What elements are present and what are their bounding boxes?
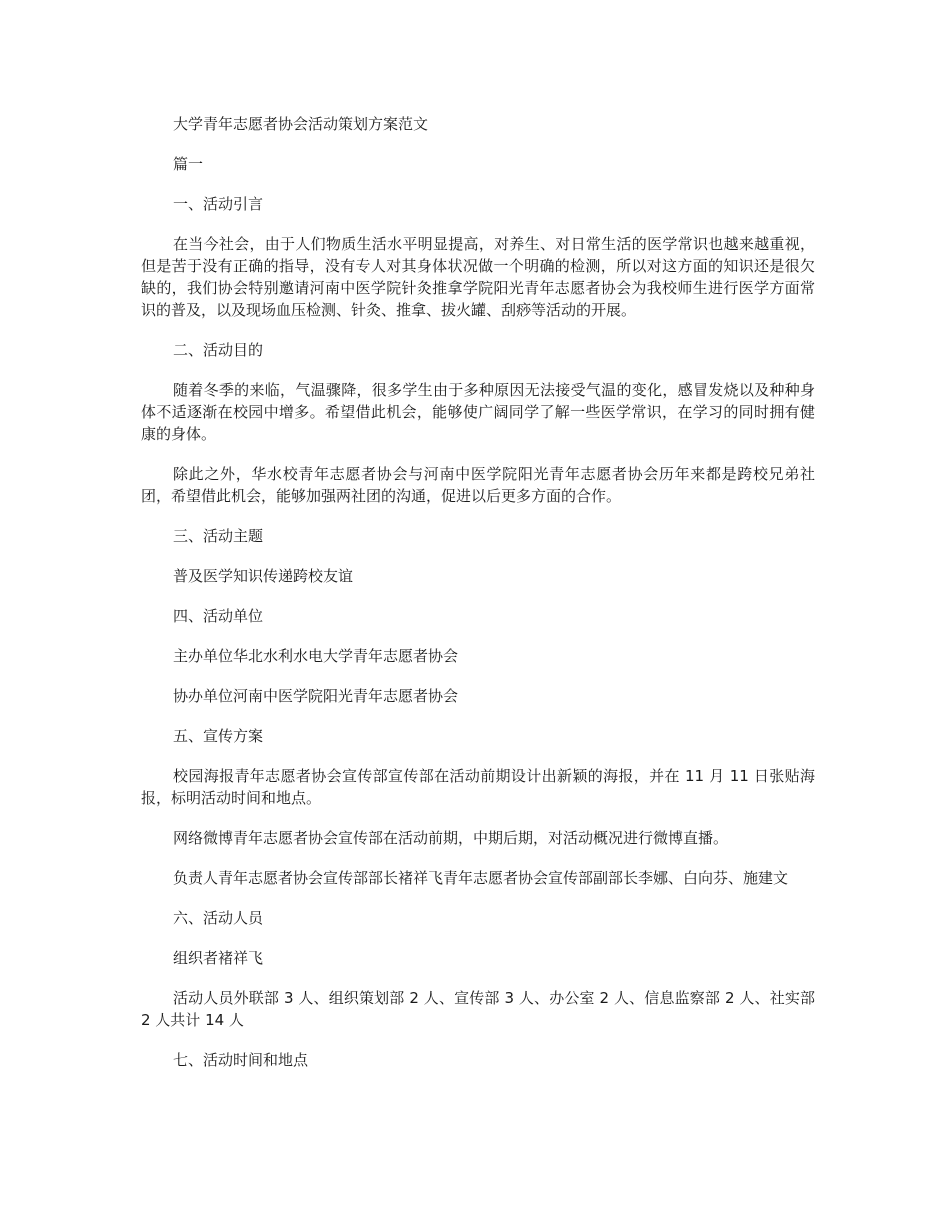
body-paragraph-staff-list: 活动人员外联部 3 人、组织策划部 2 人、宣传部 3 人、办公室 2 人、信息监察部 2 人、社实部 2 人共计 14 人 [141,989,815,1029]
body-paragraph-purpose-2: 除此之外，华水校青年志愿者协会与河南中医学院阳光青年志愿者协会历年来都是跨校兄弟社团，希望借此机会，能够加强两社团的沟通，促进以后更多方面的合作。 [141,465,815,505]
body-paragraph-purpose-1: 随着冬季的来临，气温骤降，很多学生由于多种原因无法接受气温的变化，感冒发烧以及种种身体不适逐渐在校园中增多。希望借此机会，能够使广阔同学了解一些医学常识，在学习的同时拥有健康的身体。 [141,381,815,443]
section-heading-staff: 六、活动人员 [173,909,264,927]
document-title: 大学青年志愿者协会活动策划方案范文 [173,115,429,133]
body-paragraph-weibo: 网络微博青年志愿者协会宣传部在活动前期，中期后期，对活动概况进行微博直播。 [173,829,729,847]
section-heading-intro: 一、活动引言 [173,195,264,213]
body-paragraph-organizer: 组织者褚祥飞 [173,949,264,967]
section-heading-purpose: 二、活动目的 [173,341,264,359]
body-paragraph-cohost: 协办单位河南中医学院阳光青年志愿者协会 [173,687,459,705]
section-heading-time-place: 七、活动时间和地点 [173,1051,309,1069]
body-paragraph-theme: 普及医学知识传递跨校友谊 [173,567,354,585]
body-paragraph-intro: 在当今社会，由于人们物质生活水平明显提高，对养生、对日常生活的医学常识也越来越重视，但是苦于没有正确的指导，没有专人对其身体状况做一个明确的检测，所以对这方面的知识还是很欠缺的，我们协会特别邀请河南中医学院针灸推拿学院阳光青年志愿者协会为我校师生进行医学方面常识的普及，以及现场血压检测、针灸、推拿、拔火罐、刮痧等活动的开展。 [141,235,815,319]
body-paragraph-host: 主办单位华北水利水电大学青年志愿者协会 [173,647,459,665]
chapter-heading: 篇一 [173,155,204,173]
section-heading-theme: 三、活动主题 [173,527,264,545]
body-paragraph-poster: 校园海报青年志愿者协会宣传部宣传部在活动前期设计出新颖的海报，并在 11 月 11 日张贴海报，标明活动时间和地点。 [141,767,815,807]
section-heading-units: 四、活动单位 [173,607,264,625]
section-heading-publicity: 五、宣传方案 [173,727,264,745]
body-paragraph-responsible: 负责人青年志愿者协会宣传部部长褚祥飞青年志愿者协会宣传部副部长李娜、白向芬、施建文 [173,869,789,887]
document-body [141,113,815,1089]
